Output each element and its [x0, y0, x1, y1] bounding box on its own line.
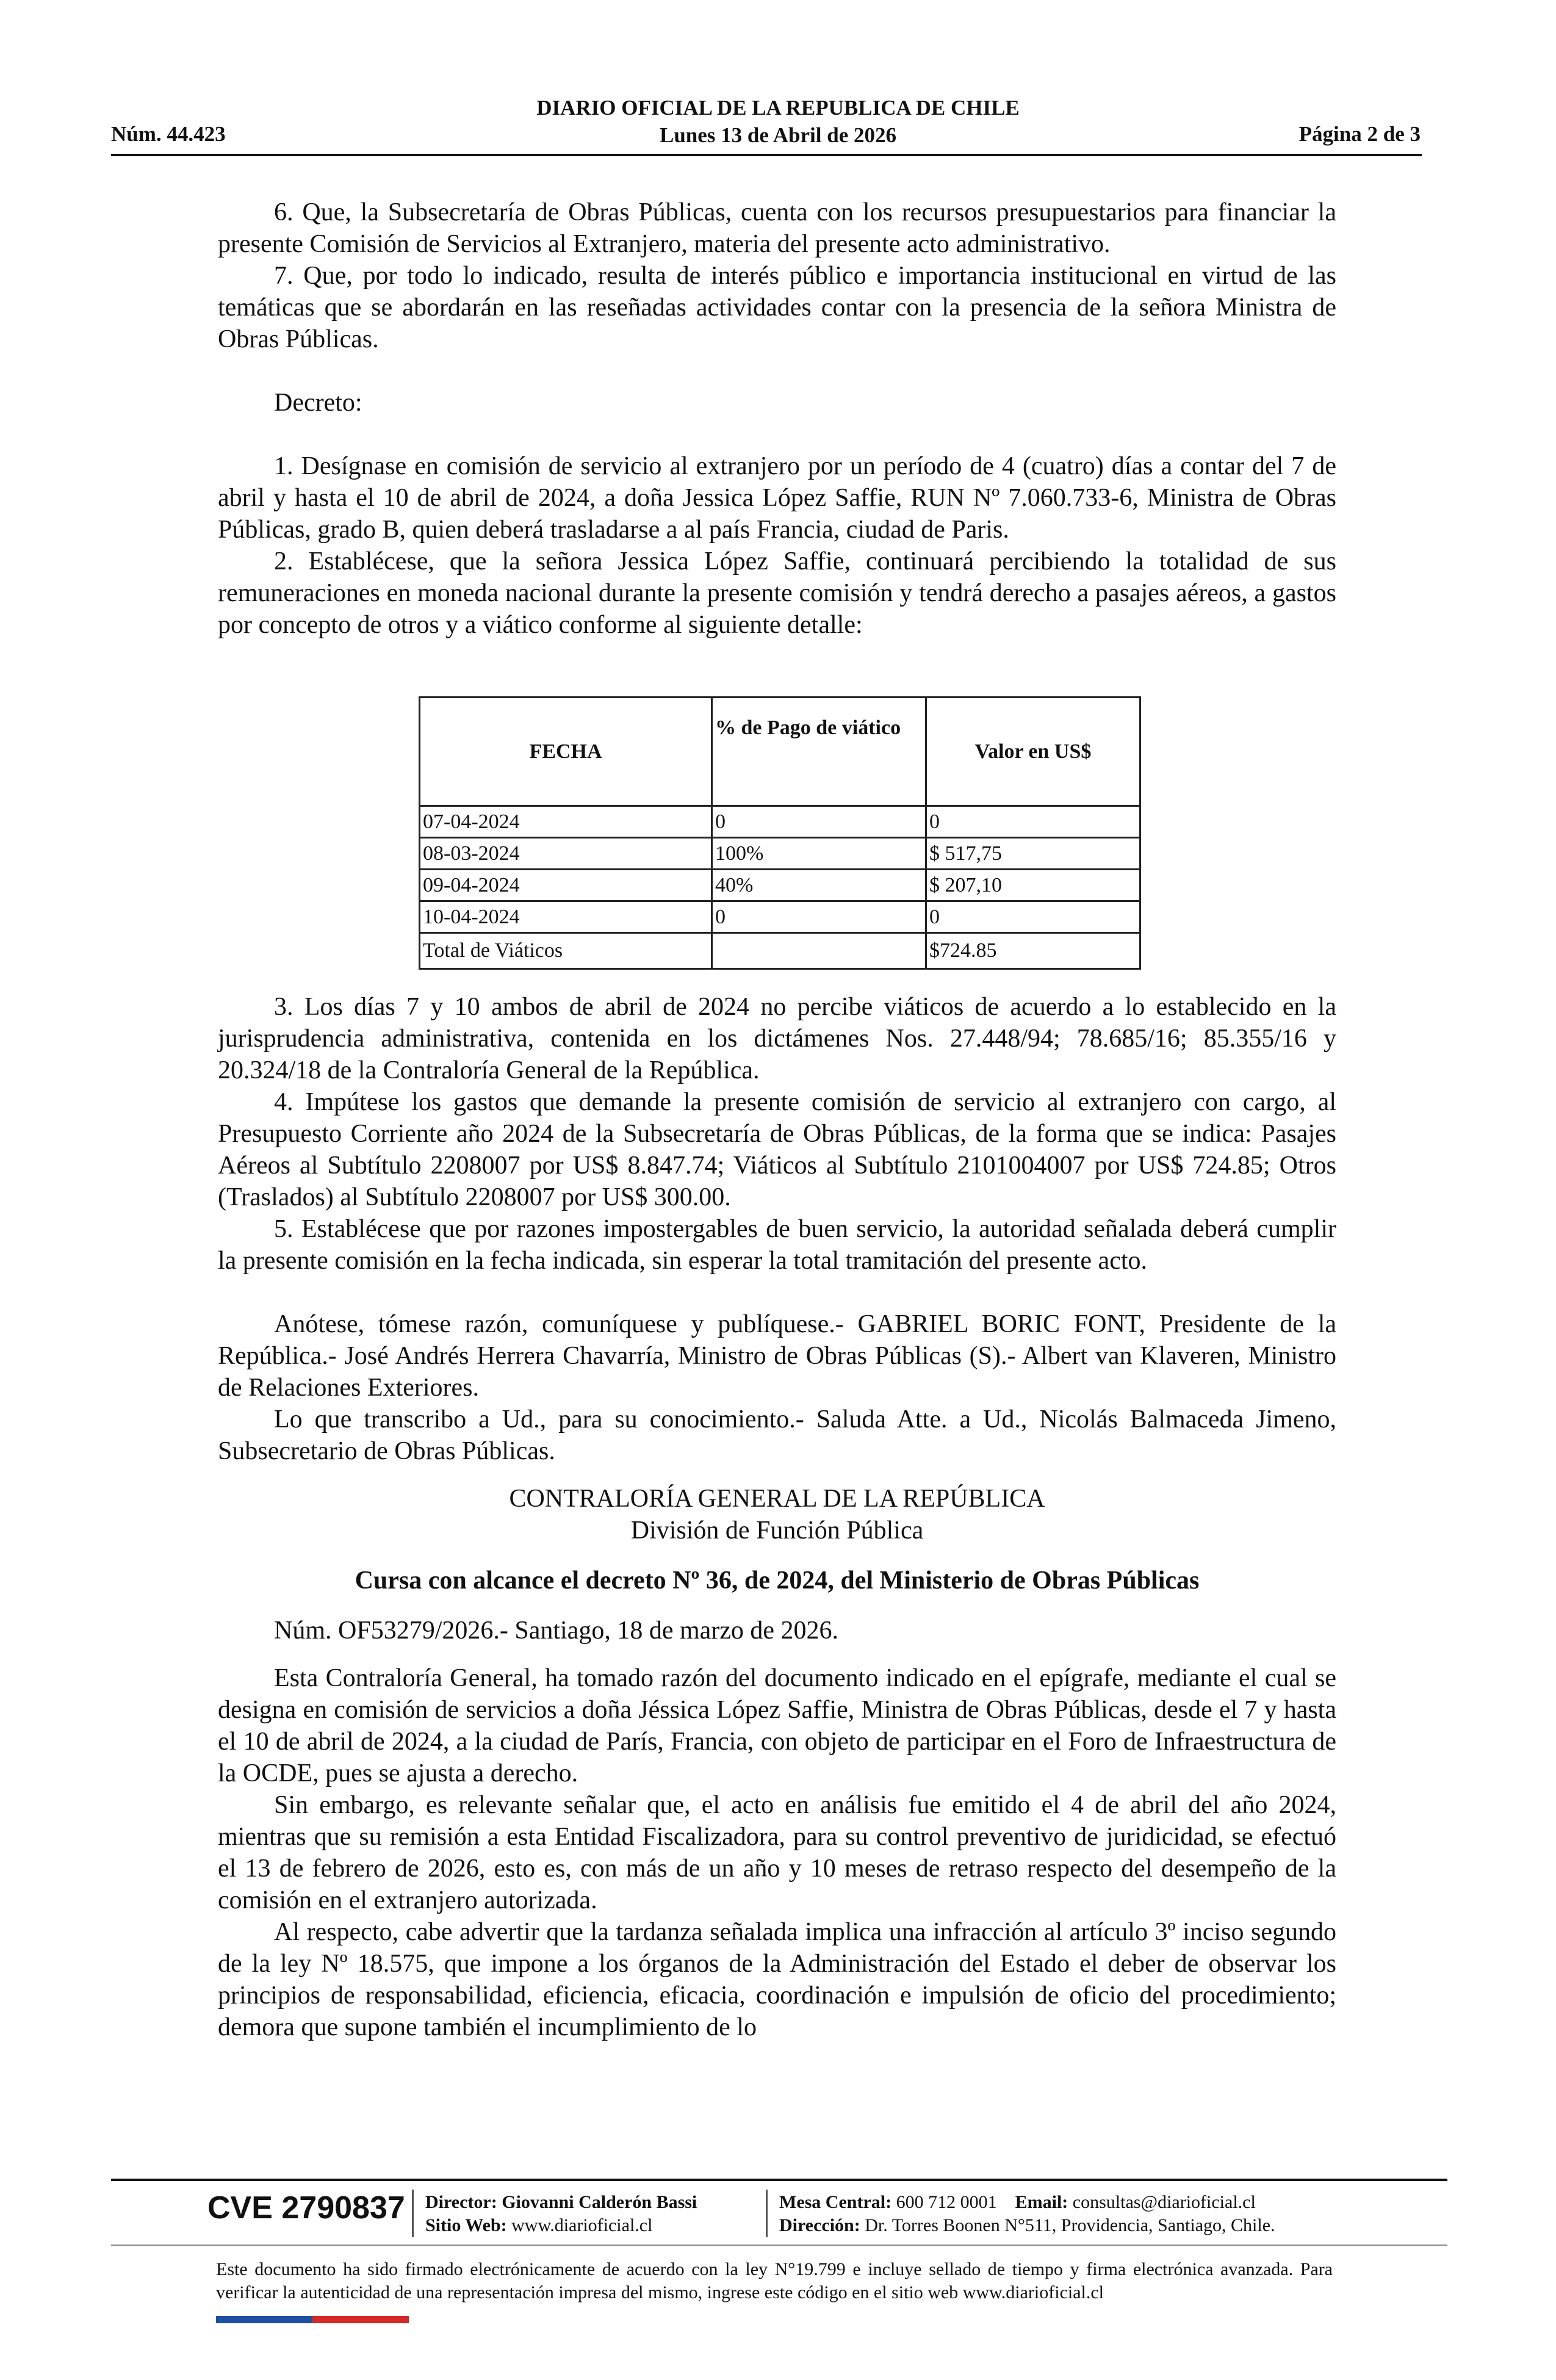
decreto-label: Decreto: [274, 389, 362, 417]
address-text: Dr. Torres Boonen N°511, Providencia, Santiago, Chile. [865, 2215, 1275, 2235]
cell-fecha: 08-03-2024 [420, 838, 712, 870]
footer-divider [412, 2190, 414, 2237]
article-5: 5. Establécese que por razones impostergables de buen servicio, la autoridad señalada deberá cumplir la presente comisión en la fecha indicada, sin esperar la total tramitación del presente acto. [218, 1215, 1336, 1275]
footer-thin-rule [111, 2245, 1447, 2246]
site-label: Sitio Web: [425, 2215, 507, 2235]
article-4: 4. Impútese los gastos que demande la presente comisión de servicio al extranjero con cargo, al Presupuesto Corriente año 2024 de la Subsecretaría de Obras Públicas, de la forma que se indica: Pasajes Aéreos al Subtítulo 2208007 por US$ 8.847.74; Viáticos al Subtítulo 2101004007 por US$ 724.85; Otros (Traslados) al Subtítulo 2208007 por US$ 300.00. [218, 1088, 1336, 1211]
footer-rule [111, 2179, 1447, 2181]
transcription-paragraph: Lo que transcribo a Ud., para su conocimiento.- Saluda Atte. a Ud., Nicolás Balmaceda Jimeno, Subsecretario de Obras Públicas. [218, 1405, 1336, 1465]
cell-fecha: 07-04-2024 [420, 806, 712, 838]
mesa-label: Mesa Central: [779, 2192, 892, 2212]
signatures-paragraph: Anótese, tómese razón, comuníquese y publíquese.- GABRIEL BORIC FONT, Presidente de la República.- José Andrés Herrera Chavarría, Ministro de Obras Públicas (S).- Albert van Klaveren, Ministro de Relaciones Exteriores. [218, 1310, 1336, 1402]
table-total-row [420, 933, 1140, 969]
table-row [420, 806, 1140, 838]
article-3: 3. Los días 7 y 10 ambos de abril de 2024 no percibe viáticos de acuerdo a lo establecido en la jurisprudencia administrativa, contenida en los dictámenes Nos. 27.448/94; 78.685/16; 85.355/16 y 20.324/18 de la Contraloría General de la República. [218, 993, 1336, 1084]
cell-pago: 40% [712, 870, 926, 901]
contraloria-paragraph-1: Esta Contraloría General, ha tomado razón del documento indicado en el epígrafe, mediante el cual se designa en comisión de servicios a doña Jéssica López Saffie, Ministra de Obras Públicas, desde el 7 y hasta el 10 de abril de 2024, a la ciudad de París, Francia, con objeto de participar en el Foro de Infraestructura de la OCDE, pues se ajusta a derecho. [218, 1664, 1336, 1787]
table-row [420, 901, 1140, 933]
newspaper-title: DIARIO OFICIAL DE LA REPUBLICA DE CHILE [536, 96, 1020, 120]
header-valor: Valor en US$ [926, 698, 1140, 806]
flag-stripe-blue [216, 2316, 312, 2323]
cell-total-label: Total de Viáticos [420, 933, 712, 969]
cell-pago: 0 [712, 901, 926, 933]
issue-number: Núm. 44.423 [111, 122, 226, 146]
paragraph-6: 6. Que, la Subsecretaría de Obras Públicas, cuenta con los recursos presupuestarios para financiar la presente Comisión de Servicios al Extranjero, materia del presente acto administrativo. [218, 198, 1336, 258]
address-label: Dirección: [779, 2215, 860, 2235]
header-fecha: FECHA [420, 698, 712, 806]
table-row [420, 870, 1140, 901]
cve-code: CVE 2790837 [207, 2190, 405, 2226]
cell-valor: $ 517,75 [926, 838, 1140, 870]
header-pago: % de Pago de viático [712, 698, 926, 806]
cell-valor: 0 [926, 806, 1140, 838]
table-row [420, 838, 1140, 870]
page-indicator: Página 2 de 3 [1298, 122, 1421, 146]
legal-notice: Este documento ha sido firmado electrónicamente de acuerdo con la ley N°19.799 e incluye sellado de tiempo y firma electrónica avanzada. Para verificar la autenticidad de una representación impresa del mismo, ingrese este código en el sitio web www.diarioficial.cl [216, 2259, 1333, 2302]
issue-date: Lunes 13 de Abril de 2026 [660, 123, 896, 147]
cell-pago: 0 [712, 806, 926, 838]
decree-body-top [218, 197, 1336, 641]
contraloria-division: División de Función Pública [630, 1516, 924, 1545]
cell-fecha: 10-04-2024 [420, 901, 712, 933]
flag-stripe-red [312, 2316, 409, 2323]
email-label: Email: [1015, 2192, 1068, 2212]
footer-divider [766, 2190, 768, 2237]
cell-total-value: $724.85 [926, 933, 1140, 969]
decree-body-bottom [218, 991, 1336, 2043]
table-header-row [420, 698, 1140, 806]
contraloria-title: Cursa con alcance el decreto Nº 36, de 2024, del Ministerio de Obras Públicas [355, 1567, 1200, 1595]
paragraph-7: 7. Que, por todo lo indicado, resulta de interés público e importancia institucional en virtud de las temáticas que se abordarán en las reseñadas actividades contar con la presencia de la señora Ministra de Obras Públicas. [218, 262, 1336, 353]
cell-fecha: 09-04-2024 [420, 870, 712, 901]
cell-pago: 100% [712, 838, 926, 870]
article-1: 1. Desígnase en comisión de servicio al extranjero por un período de 4 (cuatro) días a contar del 7 de abril y hasta el 10 de abril de 2024, a doña Jessica López Saffie, RUN Nº 7.060.733-6, Ministra de Obras Públicas, grado B, quien deberá trasladarse a al país Francia, ciudad de Paris. [218, 452, 1336, 544]
director-name: Giovanni Calderón Bassi [502, 2192, 697, 2212]
mesa-phone: 600 712 0001 [896, 2192, 997, 2212]
footer-contact-block [779, 2191, 1275, 2237]
cell-valor: 0 [926, 901, 1140, 933]
contraloria-name: CONTRALORÍA GENERAL DE LA REPÚBLICA [509, 1485, 1045, 1513]
cell-valor: $ 207,10 [926, 870, 1140, 901]
header-rule [111, 154, 1422, 156]
email-link[interactable]: consultas@diarioficial.cl [1072, 2192, 1256, 2212]
article-2: 2. Establécese, que la señora Jessica López Saffie, continuará percibiendo la totalidad de sus remuneraciones en moneda nacional durante la presente comisión y tendrá derecho a pasajes aéreos, a gastos por concepto de otros y a viático conforme al siguiente detalle: [218, 547, 1336, 639]
footer-director-block [425, 2191, 697, 2237]
cell-total-empty [712, 933, 926, 969]
contraloria-paragraph-2: Sin embargo, es relevante señalar que, el acto en análisis fue emitido el 4 de abril del año 2024, mientras que su remisión a esta Entidad Fiscalizadora, para su control preventivo de juridicidad, se efectuó el 13 de febrero de 2026, esto es, con más de un año y 10 meses de retraso respecto del desempeño de la comisión en el extranjero autorizada. [218, 1791, 1336, 1914]
contraloria-paragraph-3: Al respecto, cabe advertir que la tardanza señalada implica una infracción al artículo 3º inciso segundo de la ley Nº 18.575, que impone a los órganos de la Administración del Estado el deber de observar los principios de responsabilidad, eficiencia, eficacia, coordinación e impulsión de oficio del procedimiento; demora que supone también el incumplimiento de lo [218, 1918, 1336, 2041]
director-label: Director: [425, 2192, 497, 2212]
viaticos-table [419, 696, 1141, 970]
contraloria-reference: Núm. OF53279/2026.- Santiago, 18 de marzo de 2026. [274, 1617, 839, 1645]
site-link[interactable]: www.diarioficial.cl [511, 2215, 653, 2235]
